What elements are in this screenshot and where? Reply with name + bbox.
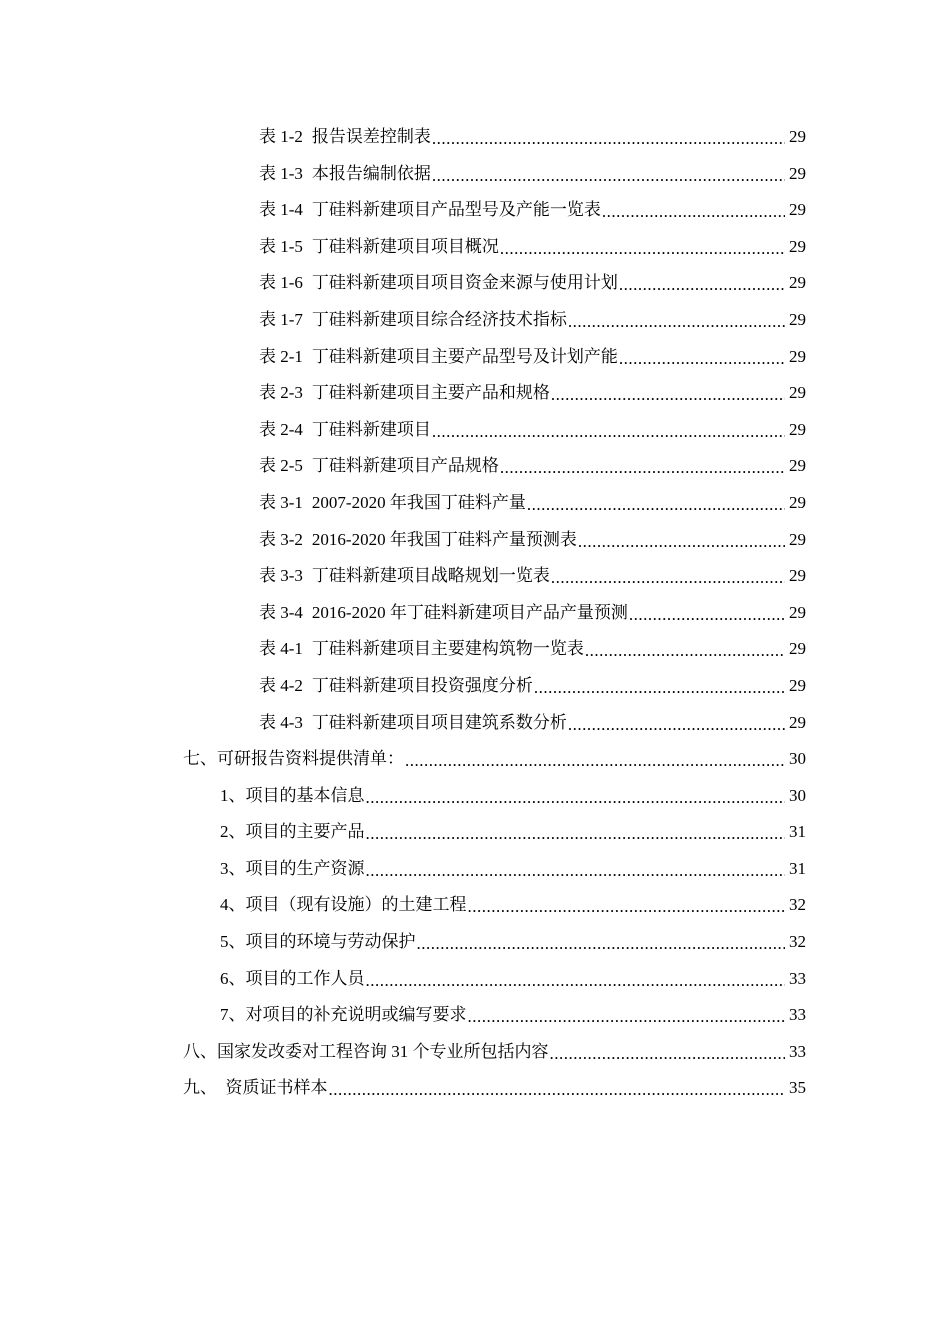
toc-entry-number: 表 1-3 xyxy=(259,163,303,183)
toc-entry-title: 丁硅料新建项目主要产品型号及计划产能 xyxy=(311,346,618,366)
toc-page-number: 29 xyxy=(789,200,806,220)
toc-entry-section-8[interactable] xyxy=(0,1034,950,1071)
dot-leader xyxy=(629,597,785,634)
toc-entry-title: 丁硅料新建项目项目资金来源与使用计划 xyxy=(311,273,618,293)
toc-page-number: 29 xyxy=(789,127,806,146)
toc-entry-number: 表 3-2 xyxy=(259,529,303,549)
toc-page-number: 29 xyxy=(789,566,806,586)
toc-page-number: 33 xyxy=(789,1005,806,1025)
toc-entry-title: 7、对项目的补充说明或编写要求 xyxy=(220,1005,467,1025)
dot-leader xyxy=(551,377,785,414)
toc-entry-item-7[interactable] xyxy=(0,997,950,1034)
toc-entry-number: 表 4-2 xyxy=(259,675,303,695)
dot-leader xyxy=(366,816,786,853)
toc-entry-number: 表 4-3 xyxy=(259,712,303,732)
toc-entry-table-2-4[interactable] xyxy=(0,412,950,449)
toc-entry-number: 表 2-1 xyxy=(259,346,303,366)
toc-entry-table-1-3[interactable] xyxy=(0,156,950,193)
dot-leader xyxy=(585,633,785,670)
toc-page-number: 29 xyxy=(789,529,806,549)
toc-page-number: 30 xyxy=(789,749,806,769)
toc-page-number: 29 xyxy=(789,492,806,512)
toc-entry-number: 表 1-2 xyxy=(259,127,303,146)
toc-entry-table-2-3[interactable] xyxy=(0,375,950,412)
dot-leader xyxy=(550,1036,786,1073)
toc-entry-title: 2016-2020 年我国丁硅料产量预测表 xyxy=(311,529,577,549)
toc-entry-title: 1、项目的基本信息 xyxy=(220,785,365,805)
toc-entry-title: 八、国家发改委对工程咨询 31 个专业所包括内容 xyxy=(183,1041,549,1061)
toc-entry-title: 丁硅料新建项目项目建筑系数分析 xyxy=(311,712,567,732)
toc-entry-number: 表 1-6 xyxy=(259,273,303,293)
toc-entry-table-3-3[interactable] xyxy=(0,558,950,595)
toc-entry-item-1[interactable] xyxy=(0,778,950,815)
toc-page-number: 29 xyxy=(789,309,806,329)
toc-entry-title: 丁硅料新建项目产品型号及产能一览表 xyxy=(311,200,601,220)
dot-leader xyxy=(417,926,786,963)
toc-entry-title: 丁硅料新建项目主要建构筑物一览表 xyxy=(311,639,584,659)
toc-entry-table-4-3[interactable] xyxy=(0,705,950,742)
toc-page-number: 29 xyxy=(789,346,806,366)
toc-entry-title: 4、项目（现有设施）的土建工程 xyxy=(220,895,467,915)
toc-page-number: 31 xyxy=(789,858,806,878)
toc-entry-item-3[interactable] xyxy=(0,851,950,888)
toc-page-number: 29 xyxy=(789,639,806,659)
toc-entry-number: 表 1-7 xyxy=(259,309,303,329)
toc-entry-section-9[interactable] xyxy=(0,1070,950,1107)
toc-page-number: 29 xyxy=(789,383,806,403)
toc-page-number: 32 xyxy=(789,932,806,952)
toc-page-number: 30 xyxy=(789,785,806,805)
toc-entry-table-4-2[interactable] xyxy=(0,668,950,705)
toc-entry-title: 丁硅料新建项目战略规划一览表 xyxy=(311,566,550,586)
toc-page-number: 29 xyxy=(789,456,806,476)
dot-leader xyxy=(468,889,786,926)
toc-entry-title: 2、项目的主要产品 xyxy=(220,822,365,842)
toc-entry-table-1-4[interactable] xyxy=(0,192,950,229)
toc-entry-number: 表 2-5 xyxy=(259,456,303,476)
toc-page-number: 29 xyxy=(789,712,806,732)
toc-entry-number: 表 2-3 xyxy=(259,383,303,403)
toc-entry-title: 丁硅料新建项目产品规格 xyxy=(311,456,499,476)
toc-entry-title: 2007-2020 年我国丁硅料产量 xyxy=(311,492,526,512)
toc-page-number: 29 xyxy=(789,163,806,183)
dot-leader xyxy=(578,524,785,561)
toc-entry-title: 丁硅料新建项目项目概况 xyxy=(311,236,499,256)
toc-entry-number: 表 4-1 xyxy=(259,639,303,659)
toc-entry-table-1-6[interactable] xyxy=(0,265,950,302)
toc-entry-table-2-5[interactable] xyxy=(0,448,950,485)
dot-leader xyxy=(432,121,785,158)
toc-page-number: 29 xyxy=(789,236,806,256)
dot-leader xyxy=(534,670,785,707)
toc-entry-table-3-4[interactable] xyxy=(0,595,950,632)
toc-page-number: 33 xyxy=(789,1041,806,1061)
toc-page-number: 35 xyxy=(789,1078,806,1098)
dot-leader xyxy=(619,341,785,378)
dot-leader xyxy=(405,743,785,780)
toc-entry-title: 报告误差控制表 xyxy=(311,127,431,146)
toc-entry-table-2-1[interactable] xyxy=(0,339,950,376)
dot-leader xyxy=(568,707,785,744)
toc-page-number: 31 xyxy=(789,822,806,842)
dot-leader xyxy=(500,231,785,268)
toc-entry-number: 表 3-1 xyxy=(259,492,303,512)
toc-entry-number: 表 1-5 xyxy=(259,236,303,256)
dot-leader xyxy=(619,267,785,304)
toc-entry-title: 5、项目的环境与劳动保护 xyxy=(220,932,416,952)
toc-page-number: 29 xyxy=(789,675,806,695)
dot-leader xyxy=(432,158,785,195)
toc-entry-table-3-1[interactable] xyxy=(0,485,950,522)
toc-entry-item-5[interactable] xyxy=(0,924,950,961)
toc-entry-section-7[interactable] xyxy=(0,741,950,778)
toc-entry-number: 表 1-4 xyxy=(259,200,303,220)
toc-entry-table-1-5[interactable] xyxy=(0,229,950,266)
toc-entry-table-4-1[interactable] xyxy=(0,631,950,668)
toc-entry-title: 丁硅料新建项目 xyxy=(311,419,431,439)
toc-entry-title: 七、可研报告资料提供清单： xyxy=(183,749,404,769)
toc-entry-title: 九、 资质证书样本 xyxy=(183,1078,328,1098)
toc-entry-table-1-2[interactable] xyxy=(0,119,950,156)
dot-leader xyxy=(366,780,786,817)
dot-leader xyxy=(468,999,786,1036)
toc-page-number: 29 xyxy=(789,419,806,439)
dot-leader xyxy=(568,304,785,341)
toc-entry-table-1-7[interactable] xyxy=(0,302,950,339)
dot-leader xyxy=(551,560,785,597)
toc-entry-item-4[interactable] xyxy=(0,887,950,924)
dot-leader xyxy=(527,487,785,524)
dot-leader xyxy=(329,1072,786,1109)
toc-page-number: 33 xyxy=(789,968,806,988)
toc-entry-title: 本报告编制依据 xyxy=(311,163,431,183)
toc-entry-number: 表 3-4 xyxy=(259,602,303,622)
table-of-contents xyxy=(0,119,950,1107)
dot-leader xyxy=(366,963,786,1000)
toc-entry-title: 2016-2020 年丁硅料新建项目产品产量预测 xyxy=(311,602,628,622)
dot-leader xyxy=(500,450,785,487)
toc-entry-table-3-2[interactable] xyxy=(0,522,950,559)
toc-entry-item-6[interactable] xyxy=(0,961,950,998)
toc-entry-number: 表 2-4 xyxy=(259,419,303,439)
toc-page-number: 32 xyxy=(789,895,806,915)
toc-page-number: 29 xyxy=(789,602,806,622)
toc-page-number: 29 xyxy=(789,273,806,293)
toc-entry-title: 丁硅料新建项目主要产品和规格 xyxy=(311,383,550,403)
toc-entry-title: 6、项目的工作人员 xyxy=(220,968,365,988)
toc-entry-title: 3、项目的生产资源 xyxy=(220,858,365,878)
toc-entry-item-2[interactable] xyxy=(0,814,950,851)
dot-leader xyxy=(366,853,786,890)
toc-entry-title: 丁硅料新建项目投资强度分析 xyxy=(311,675,533,695)
dot-leader xyxy=(602,194,785,231)
dot-leader xyxy=(432,414,785,451)
toc-entry-number: 表 3-3 xyxy=(259,566,303,586)
toc-entry-title: 丁硅料新建项目综合经济技术指标 xyxy=(311,309,567,329)
